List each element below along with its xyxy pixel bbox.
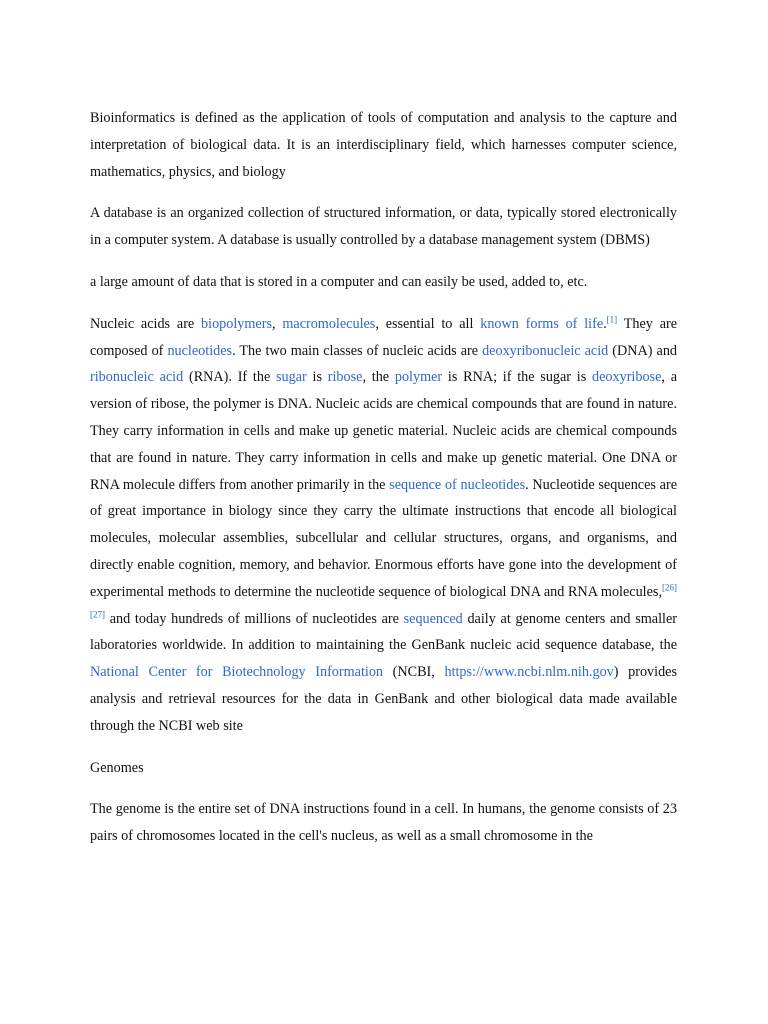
link-deoxyribonucleic-acid[interactable]: deoxyribonucleic acid [482,342,609,359]
paragraph-bioinformatics-definition: Bioinformatics is defined as the application of tools of computation and analysis to the capture and interpretation of biological data. It is an interdisciplinary field, which harnesses computer science, mathematics, physics, and biology [90,110,677,180]
link-sugar[interactable]: sugar [276,369,307,386]
link-known-forms-of-life[interactable]: known forms of life [480,315,604,332]
link-macromolecules[interactable]: macromolecules [282,315,376,332]
paragraph-nucleic-acids [90,311,677,740]
text-segment: (RNA). If the [183,369,277,386]
text-segment: is RNA; if the sugar is [442,369,593,386]
text-segment: ) provides analysis and retrieval resources for the data in GenBank and other biological data made available through the NCBI web site [90,664,677,734]
link-ribose[interactable]: ribose [327,369,363,386]
text-segment: , [271,315,283,332]
text-segment: (DNA) and [608,342,678,359]
text-segment: . [603,315,607,332]
link-ribonucleic-acid[interactable]: ribonucleic acid [90,369,184,386]
text-segment: They are composed of [90,315,678,359]
text-segment: is [306,369,328,386]
document-page [90,105,677,865]
citation-1[interactable]: [1] [606,314,618,325]
link-deoxyribose[interactable]: deoxyribose [592,369,662,386]
link-polymer[interactable]: polymer [394,369,443,386]
text-segment: , essential to all [375,315,481,332]
text-segment: daily at genome centers and smaller laboratories worldwide. In addition to maintaining the GenBank nucleic acid sequence database, the [90,610,677,654]
link-nucleotides[interactable]: nucleotides [167,342,233,359]
text-segment: . The two main classes of nucleic acids are [232,342,483,359]
citation-27[interactable]: [27] [90,608,105,619]
section-heading-genomes: Genomes [90,759,144,776]
text-segment: Nucleic acids are [90,315,202,332]
link-biopolymers[interactable]: biopolymers [201,315,272,332]
paragraph-genome-definition: The genome is the entire set of DNA instructions found in a cell. In humans, the genome consists of 23 pairs of chromosomes located in the cell's nucleus, as well as a small chromosome in the [90,801,677,845]
text-segment: and today hundreds of millions of nucleotides are [105,610,404,627]
text-segment: , a version of ribose, the polymer is DNA. Nucleic acids are chemical compounds that are found in nature. They carry information in cells and make up genetic material. Nucleic acids are chemical compounds that are found in nature. They carry information in cells and make up genetic material. One DNA or RNA molecule differs from another primarily in the [90,369,677,493]
text-segment: . Nucleotide sequences are of great importance in biology since they carry the ultimate instructions that encode all biological molecules, molecular assemblies, subcellular and cellular structures, organs, and organisms, and directly enable cognition, memory, and behavior. Enormous efforts have gone into the development of experimental methods to determine the nucleotide sequence of biological DNA and RNA molecules, [90,476,677,600]
text-segment: (NCBI, [383,664,445,681]
link-sequenced[interactable]: sequenced [403,610,463,627]
text-segment: , the [362,369,395,386]
paragraph-data-definition: a large amount of data that is stored in a computer and can easily be used, added to, etc. [90,273,588,290]
citation-26[interactable]: [26] [662,582,677,593]
link-ncbi[interactable]: National Center for Biotechnology Information [90,664,384,681]
link-ncbi-url[interactable]: https://www.ncbi.nlm.nih.gov [444,664,614,681]
link-sequence-of-nucleotides[interactable]: sequence of nucleotides [389,476,526,493]
paragraph-database-definition: A database is an organized collection of structured information, or data, typically stored electronically in a computer system. A database is usually controlled by a database management system (DBMS) [90,205,677,249]
